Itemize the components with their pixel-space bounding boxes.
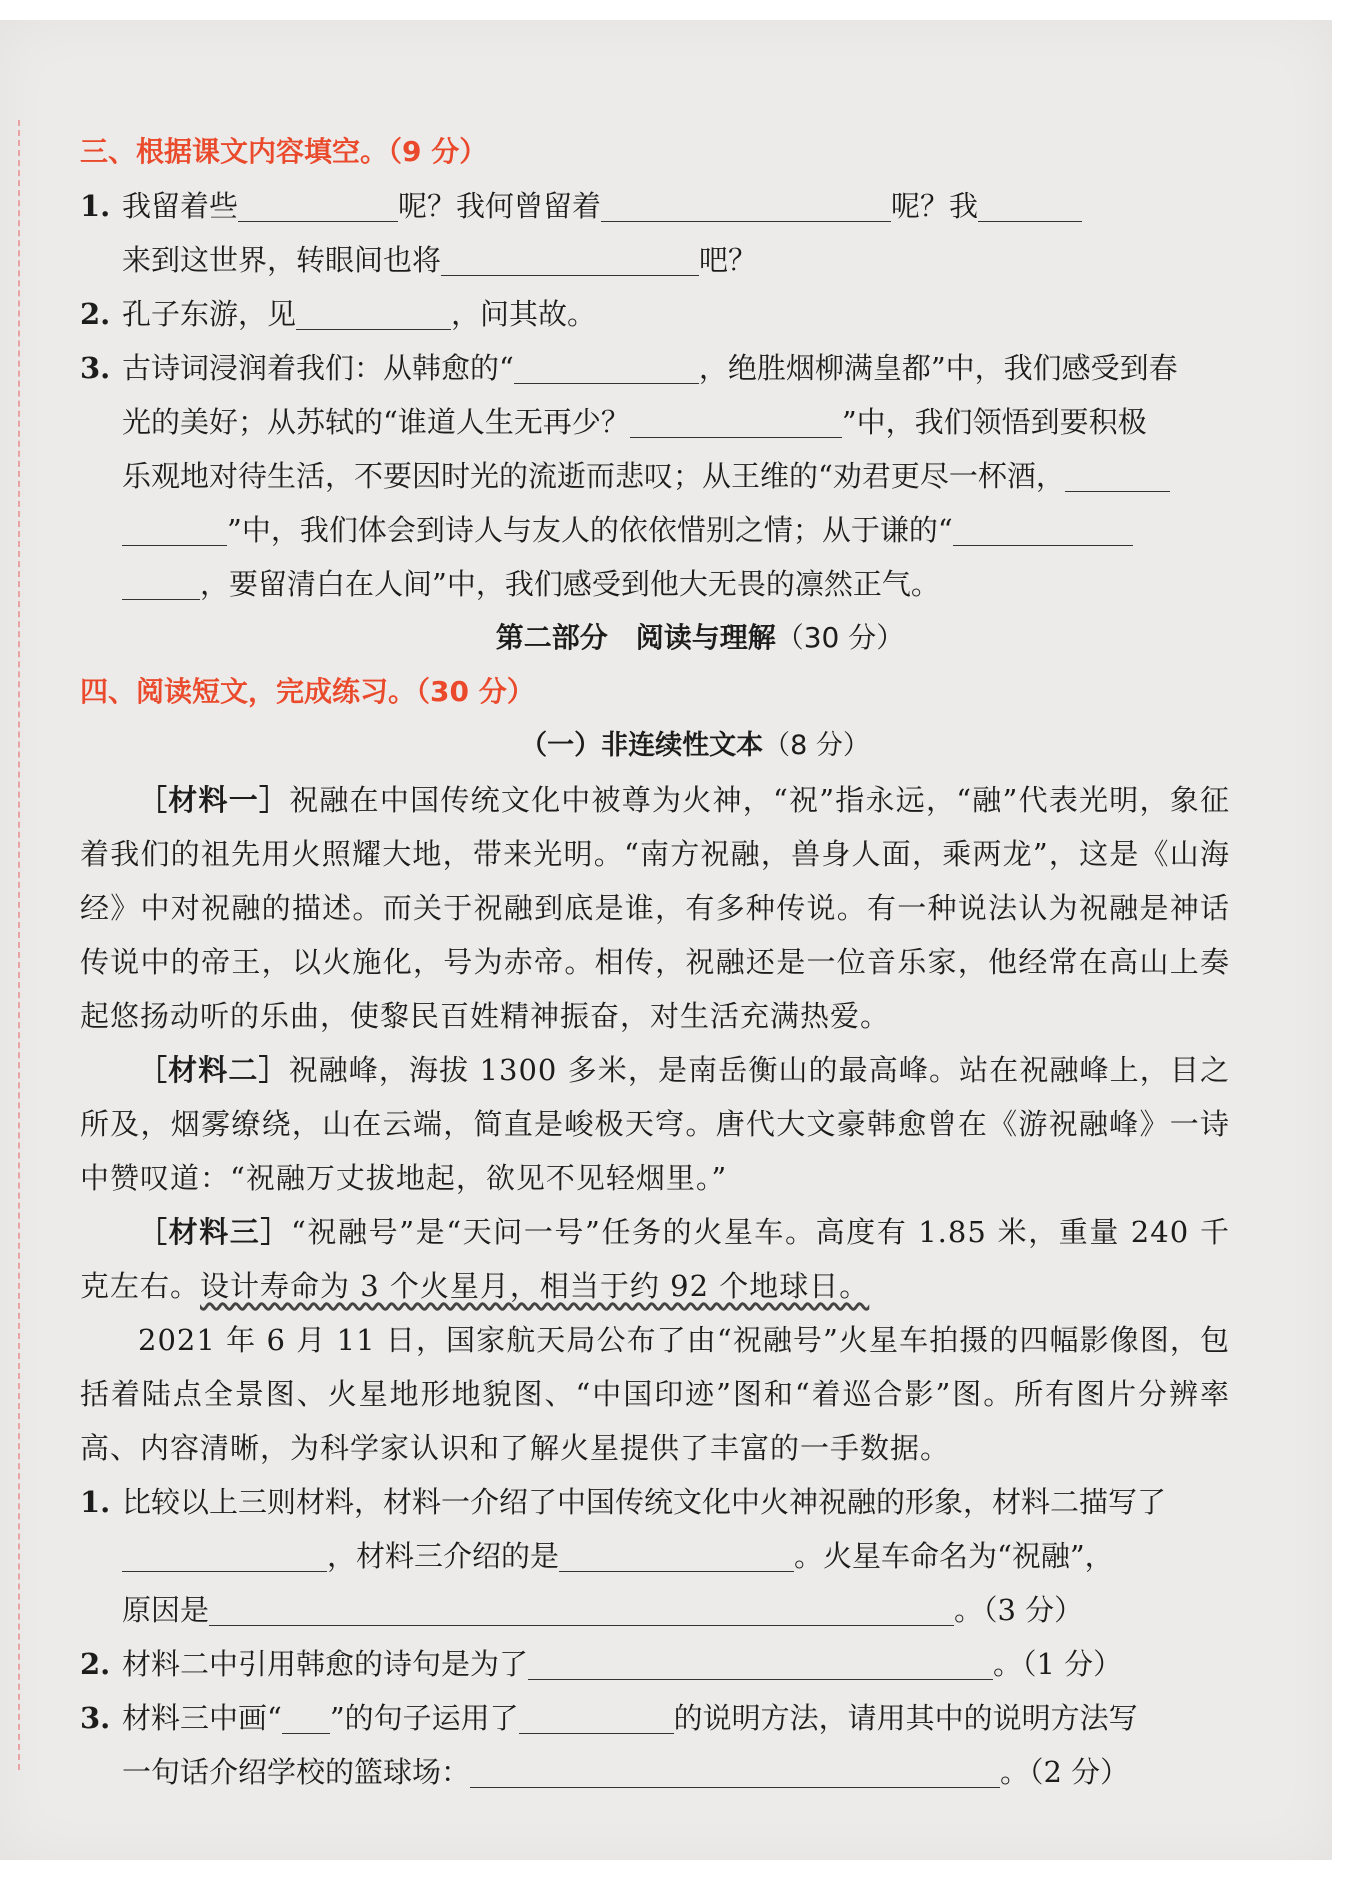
text: 原因是 [122,1593,210,1627]
material-tag: ［材料三］ [138,1215,291,1249]
text: 比较以上三则材料，材料一介绍了中国传统文化中火神祝融的形象，材料二描写了 [122,1485,1167,1519]
material-3-continued: 2021 年 6 月 11 日，国家航天局公布了由“祝融号”火星车拍摄的四幅影像图，包括着陆点全景图、火星地形地貌图、“中国印迹”图和“着巡合影”图。所有图片分辨率高、内容清晰，为科学家认识和了解火星提供了丰富的一手数据。 [80,1323,1230,1465]
content [80,125,1230,1799]
text: ”的句子运用了 [329,1701,519,1735]
text: 来到这世界，转眼间也将 [122,243,442,277]
part-title-text: 第二部分 阅读与理解 [495,621,776,654]
text: ”中，我们体会到诗人与友人的依依惜别之情；从于谦的“ [227,513,953,547]
sec3-question-2 [80,287,1230,341]
section-4-title: 四、阅读短文，完成练习。（30 分） [80,675,535,708]
subsection-title-text: （一）非连续性文本 [520,730,764,761]
text: 古诗词浸润着我们：从韩愈的“ [122,351,514,385]
text: 。火星车命名为“祝融”， [794,1539,1114,1573]
text: 乐观地对待生活，不要因时光的流逝而悲叹；从王维的“劝君更尽一杯酒， [122,459,1065,493]
part-score: （30 分） [775,621,905,654]
question-number: 2. [80,1647,111,1681]
question-number: 1. [80,1485,111,1519]
sec3-question-3 [80,341,1230,611]
text: 。（1 分） [993,1647,1123,1681]
blank[interactable] [296,293,451,330]
question-number: 1. [80,189,111,223]
text: ，问其故。 [451,297,597,331]
text: 一句话介绍学校的篮球场： [122,1755,471,1789]
blank[interactable] [209,1589,954,1626]
wavy-underlined-sentence: 设计寿命为 3 个火星月，相当于约 92 个地球日。 [200,1269,870,1303]
text: 孔子东游，见 [122,297,297,331]
section-3-title: 三、根据课文内容填空。（9 分） [80,135,488,168]
sec4-question-1 [80,1475,1230,1637]
text: 呢？我何曾留着 [398,189,602,223]
blank[interactable] [1065,455,1170,492]
exam-page [0,20,1332,1860]
subsection-1-title [80,719,1230,773]
material-2 [80,1043,1230,1205]
text: 的说明方法，请用其中的说明方法写 [673,1701,1138,1735]
blank[interactable] [630,401,842,438]
text: 吧？ [699,243,758,277]
material-text: 祝融在中国传统文化中被尊为火神，“祝”指永远，“融”代表光明，象征着我们的祖先用火照耀大地，带来光明。“南方祝融，兽身人面，乘两龙”，这是《山海经》中对祝融的描述。而关于祝融到底是谁，有多种传说。有一种说法认为祝融是神话传说中的帝王，以火施化，号为赤帝。相传，祝融还是一位音乐家，他经常在高山上奏起悠扬动听的乐曲，使黎民百姓精神振奋，对生活充满热爱。 [80,783,1230,1033]
blank[interactable] [470,1751,1000,1788]
text: ，绝胜烟柳满皇都”中，我们感受到春 [698,351,1178,385]
material-tag: ［材料一］ [138,783,290,817]
blank[interactable] [559,1535,794,1572]
blank[interactable] [978,185,1082,222]
blank[interactable] [519,1697,674,1734]
blank[interactable] [441,239,699,276]
question-number: 2. [80,297,111,331]
text: 光的美好；从苏轼的“谁道人生无再少？ [122,405,630,439]
text: 材料二中引用韩愈的诗句是为了 [122,1647,529,1681]
subsection-score: （8 分） [763,730,870,761]
part-2-title [80,611,1230,665]
margin-line [18,120,20,1770]
sec3-question-1 [80,179,1230,287]
sec4-question-3 [80,1691,1230,1799]
blank[interactable] [122,563,200,600]
material-text: 祝融峰，海拔 1300 多米，是南岳衡山的最高峰。站在祝融峰上，目之所及，烟雾缭绕，山在云端，简直是峻极天穹。唐代大文豪韩愈曾在《游祝融峰》一诗中赞叹道：“祝融万丈拔地起，欲见不见轻烟里。” [80,1053,1230,1195]
blank[interactable] [122,509,227,546]
wavy-line-placeholder [282,1697,330,1734]
text: 我留着些 [122,189,239,223]
sec4-question-2 [80,1637,1230,1691]
question-number: 3. [80,1701,111,1735]
text: 。（2 分） [1000,1755,1130,1789]
blank[interactable] [601,185,891,222]
text: 呢？我 [891,189,979,223]
text: 材料三中画“ [122,1701,282,1735]
text: ，要留清白在人间”中，我们感受到他大无畏的凛然正气。 [200,567,940,601]
text: ”中，我们领悟到要积极 [841,405,1147,439]
question-number: 3. [80,351,111,385]
blank[interactable] [238,185,398,222]
material-1 [80,773,1230,1043]
material-3 [80,1205,1230,1313]
blank[interactable] [122,1535,327,1572]
text: 。（3 分） [954,1593,1084,1627]
text: ，材料三介绍的是 [327,1539,560,1573]
material-text: “祝融号”是“天问一号”任务的火星车。高度有 1.85 米，重量 240 千克左右。 [80,1215,1230,1303]
blank[interactable] [514,347,699,384]
blank[interactable] [528,1643,993,1680]
material-tag: ［材料二］ [138,1053,289,1087]
blank[interactable] [953,509,1133,546]
